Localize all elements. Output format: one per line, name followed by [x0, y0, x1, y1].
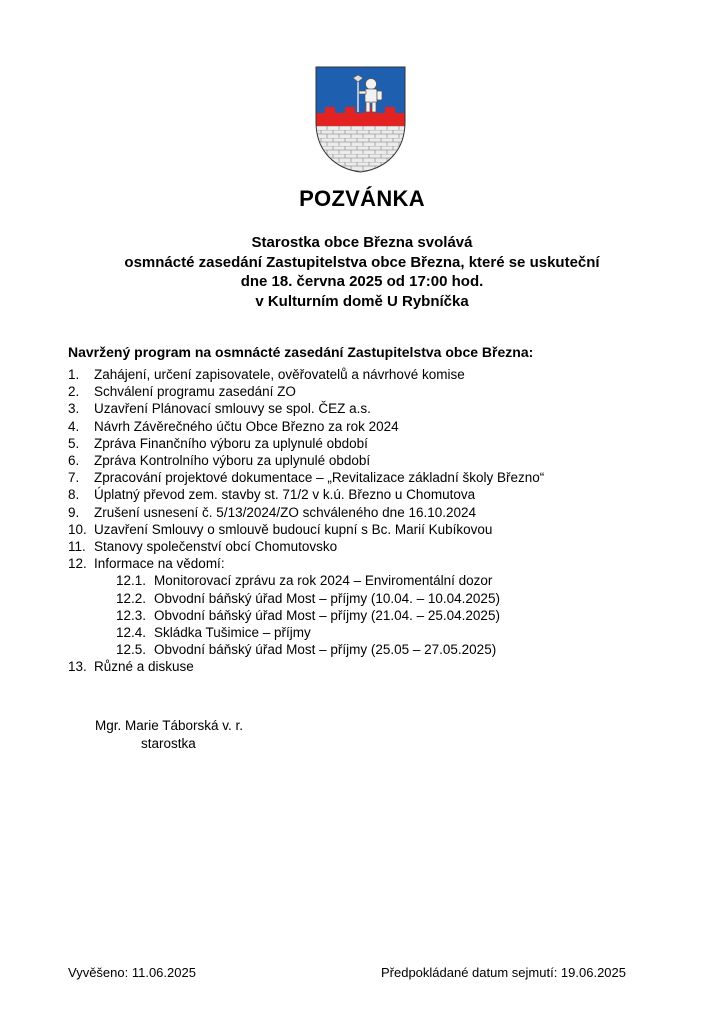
agenda-item: 6. Zpráva Kontrolního výboru za uplynulé období — [68, 453, 371, 469]
agenda-item: 5. Zpráva Finančního výboru za uplynulé období — [68, 435, 368, 451]
intro-line: osmnácté zasedání Zastupitelstva obce Března, které se uskuteční — [124, 253, 600, 271]
agenda-item: 13. Různé a diskuse — [68, 659, 194, 675]
agenda-subitem: 12.4. Skládka Tušimice – příjmy — [116, 625, 311, 641]
intro-line: v Kulturním domě U Rybníčka — [255, 292, 469, 310]
agenda-subitem: 12.5. Obvodní báňský úřad Most – příjmy (25.05 – 27.05.2025) — [116, 642, 497, 658]
agenda-item: 10. Uzavření Smlouvy o smlouvě budoucí kupní s Bc. Marií Kubíkovou — [68, 521, 493, 537]
document-title: POZVÁNKA — [299, 186, 425, 211]
agenda-sublist — [68, 572, 544, 658]
posted-date: Vyvěšeno: 11.06.2025 — [68, 965, 196, 980]
program-heading: Navržený program na osmnácté zasedání Zastupitelstva obce Března: — [68, 344, 534, 360]
intro-line: dne 18. června 2025 od 17:00 hod. — [240, 273, 484, 290]
agenda-item: 9. Zrušení usnesení č. 5/13/2024/ZO schváleného dne 16.10.2024 — [68, 504, 477, 520]
agenda-item: 2. Schválení programu zasedání ZO — [68, 384, 296, 400]
intro-line: Starostka obce Března svolává — [251, 234, 473, 251]
coat-of-arms-icon — [315, 66, 406, 173]
agenda-subitem: 12.2. Obvodní báňský úřad Most – příjmy (10.04. – 10.04.2025) — [116, 590, 500, 606]
signatory-role: starostka — [141, 736, 196, 751]
agenda-subitem: 12.3. Obvodní báňský úřad Most – příjmy (21.04. – 25.04.2025) — [116, 607, 500, 623]
signature-block — [95, 717, 243, 753]
signatory-name: Mgr. Marie Táborská v. r. — [95, 718, 244, 733]
agenda-item: 4. Návrh Závěrečného účtu Obce Březno za rok 2024 — [68, 418, 399, 434]
invitation-intro — [0, 233, 724, 311]
agenda-list — [68, 366, 544, 676]
agenda-item: 1. Zahájení, určení zapisovatele, ověřovatelů a návrhové komise — [68, 367, 465, 382]
removal-date: Předpokládané datum sejmutí: 19.06.2025 — [380, 965, 626, 980]
agenda-item: 8. Úplatný převod zem. stavby st. 71/2 v k.ú. Březno u Chomutova — [68, 487, 476, 503]
agenda-item: 11. Stanovy společenství obcí Chomutovsko — [68, 539, 338, 555]
agenda-item: 12. Informace na vědomí: 12.1. Monitorovací zprávu za rok 2024 – Enviromentální dozor 12.2. Obvodní báňský úřad Most – příjmy (10.04. – 10.04.2025) 12.3. Obvodní báňský úřad Most – příjmy (21.04. – 25.04.2025) 12.4. Skládka Tušimice – příjmy 12.5. Obvodní báňský úřad Most – příjmy (25.05 – 27.05.2025) — [68, 555, 544, 658]
agenda-item: 3. Uzavření Plánovací smlouvy se spol. ČEZ a.s. — [68, 401, 371, 417]
agenda-item: 7. Zpracování projektové dokumentace – „Revitalizace základní školy Březno“ — [68, 470, 545, 486]
agenda-subitem: 12.1. Monitorovací zprávu za rok 2024 – Enviromentální dozor — [116, 573, 493, 589]
